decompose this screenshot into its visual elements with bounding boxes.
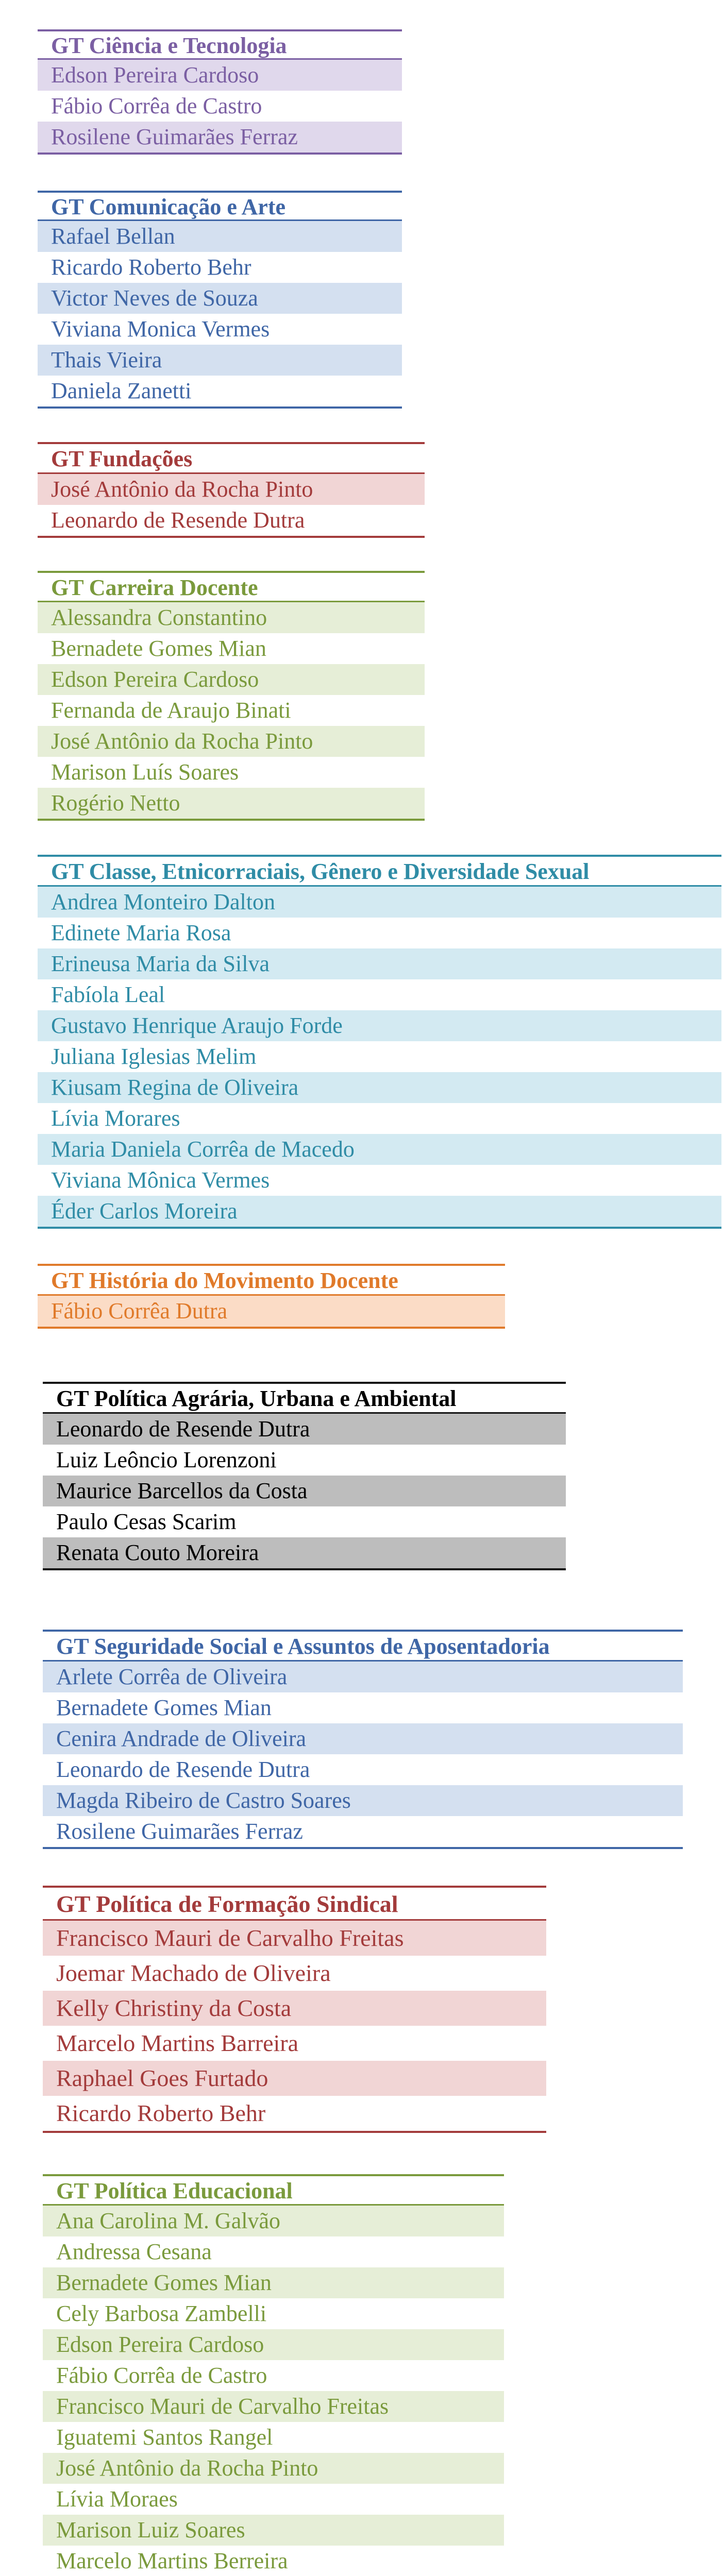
group-title: GT Fundações xyxy=(38,444,425,474)
group-title: GT História do Movimento Docente xyxy=(38,1266,505,1296)
member-row: Thais Vieira xyxy=(38,345,402,376)
member-row: Maria Daniela Corrêa de Macedo xyxy=(38,1134,721,1165)
member-row: Raphael Goes Furtado xyxy=(43,2061,546,2096)
member-row: Lívia Moraes xyxy=(56,2486,178,2512)
group-gt-fundacoes xyxy=(38,442,425,538)
member-row: Marison Luiz Soares xyxy=(43,2515,504,2546)
member-row: Éder Carlos Moreira xyxy=(38,1196,721,1227)
member-row: Iguatemi Santos Rangel xyxy=(56,2425,273,2450)
member-row: Ana Carolina M. Galvão xyxy=(43,2206,504,2236)
member-row: Andrea Monteiro Dalton xyxy=(38,887,721,918)
member-row: Arlete Corrêa de Oliveira xyxy=(43,1662,683,1692)
member-row: Joemar Machado de Oliveira xyxy=(56,1960,331,1986)
member-row: Marison Luís Soares xyxy=(51,759,239,785)
group-gt-politica-educacional xyxy=(43,2174,504,2576)
member-row: Andressa Cesana xyxy=(56,2239,212,2264)
member-row: Renata Couto Moreira xyxy=(43,1537,566,1568)
member-row: Kiusam Regina de Oliveira xyxy=(38,1072,721,1103)
group-title: GT Comunicação e Arte xyxy=(38,193,402,221)
member-row: Marcelo Martins Berreira xyxy=(56,2548,288,2573)
group-gt-carreira-docente xyxy=(38,571,425,821)
member-row: José Antônio da Rocha Pinto xyxy=(38,726,425,757)
member-row: Francisco Mauri de Carvalho Freitas xyxy=(43,2391,504,2422)
member-row: Ricardo Roberto Behr xyxy=(56,2100,266,2126)
member-row: José Antônio da Rocha Pinto xyxy=(43,2453,504,2484)
member-row: Rafael Bellan xyxy=(38,221,402,252)
member-row: Fábio Corrêa de Castro xyxy=(51,93,262,118)
member-row: Maurice Barcellos da Costa xyxy=(43,1476,566,1506)
member-row: Rosilene Guimarães Ferraz xyxy=(38,122,402,152)
group-title: GT Seguridade Social e Assuntos de Aposentadoria xyxy=(43,1632,683,1662)
group-title: GT Política Agrária, Urbana e Ambiental xyxy=(43,1384,566,1414)
group-title: GT Classe, Etnicorraciais, Gênero e Diversidade Sexual xyxy=(38,857,721,887)
group-gt-comunicacao-e-arte xyxy=(38,191,402,409)
group-gt-politica-de-formacao-sindical xyxy=(43,1886,546,2133)
member-row: Ricardo Roberto Behr xyxy=(51,255,251,280)
member-row: Victor Neves de Souza xyxy=(38,283,402,314)
member-row: Edson Pereira Cardoso xyxy=(38,60,402,91)
member-row: José Antônio da Rocha Pinto xyxy=(38,474,425,505)
member-row: Leonardo de Resende Dutra xyxy=(56,1757,310,1782)
member-row: Viviana Monica Vermes xyxy=(51,316,270,342)
member-row: Rosilene Guimarães Ferraz xyxy=(56,1819,303,1844)
member-row: Bernadete Gomes Mian xyxy=(51,636,266,661)
member-row: Paulo Cesas Scarim xyxy=(56,1509,237,1534)
member-row: Leonardo de Resende Dutra xyxy=(51,507,305,533)
member-row: Marcelo Martins Barreira xyxy=(56,2030,299,2056)
member-row: Edinete Maria Rosa xyxy=(51,920,231,945)
member-row: Bernadete Gomes Mian xyxy=(56,1695,272,1720)
member-row: Kelly Christiny da Costa xyxy=(43,1991,546,2026)
member-row: Fábio Corrêa Dutra xyxy=(38,1296,505,1327)
member-row: Leonardo de Resende Dutra xyxy=(43,1414,566,1445)
member-row: Edson Pereira Cardoso xyxy=(38,664,425,695)
member-row: Magda Ribeiro de Castro Soares xyxy=(43,1785,683,1816)
member-row: Erineusa Maria da Silva xyxy=(38,948,721,979)
group-title: GT Política de Formação Sindical xyxy=(43,1888,546,1921)
member-row: Juliana Iglesias Melim xyxy=(51,1044,257,1069)
group-gt-seguridade-social-e-assuntos-de-aposentadoria xyxy=(43,1630,683,1849)
group-gt-politica-agraria-urbana-e-ambiental xyxy=(43,1382,566,1570)
member-row: Edson Pereira Cardoso xyxy=(43,2329,504,2360)
group-title: GT Política Educacional xyxy=(43,2176,504,2206)
member-row: Rogério Netto xyxy=(38,788,425,819)
group-title: GT Ciência e Tecnologia xyxy=(38,31,402,60)
group-title: GT Carreira Docente xyxy=(38,573,425,602)
group-gt-classe-etnicorraciais-genero-e-diversidade-sexual xyxy=(38,855,721,1229)
member-row: Cenira Andrade de Oliveira xyxy=(43,1723,683,1754)
member-row: Viviana Mônica Vermes xyxy=(51,1167,270,1193)
member-row: Lívia Morares xyxy=(51,1106,180,1131)
member-row: Fábio Corrêa de Castro xyxy=(56,2363,267,2388)
group-gt-historia-do-movimento-docente xyxy=(38,1264,505,1329)
member-row: Daniela Zanetti xyxy=(51,378,192,403)
member-row: Luiz Leôncio Lorenzoni xyxy=(56,1447,277,1472)
member-row: Fernanda de Araujo Binati xyxy=(51,698,291,723)
member-row: Francisco Mauri de Carvalho Freitas xyxy=(43,1921,546,1956)
member-row: Gustavo Henrique Araujo Forde xyxy=(38,1010,721,1041)
member-row: Fabíola Leal xyxy=(51,982,165,1007)
group-gt-ciencia-e-tecnologia xyxy=(38,29,402,155)
member-row: Bernadete Gomes Mian xyxy=(43,2267,504,2298)
member-row: Alessandra Constantino xyxy=(38,602,425,633)
member-row: Cely Barbosa Zambelli xyxy=(56,2301,267,2326)
